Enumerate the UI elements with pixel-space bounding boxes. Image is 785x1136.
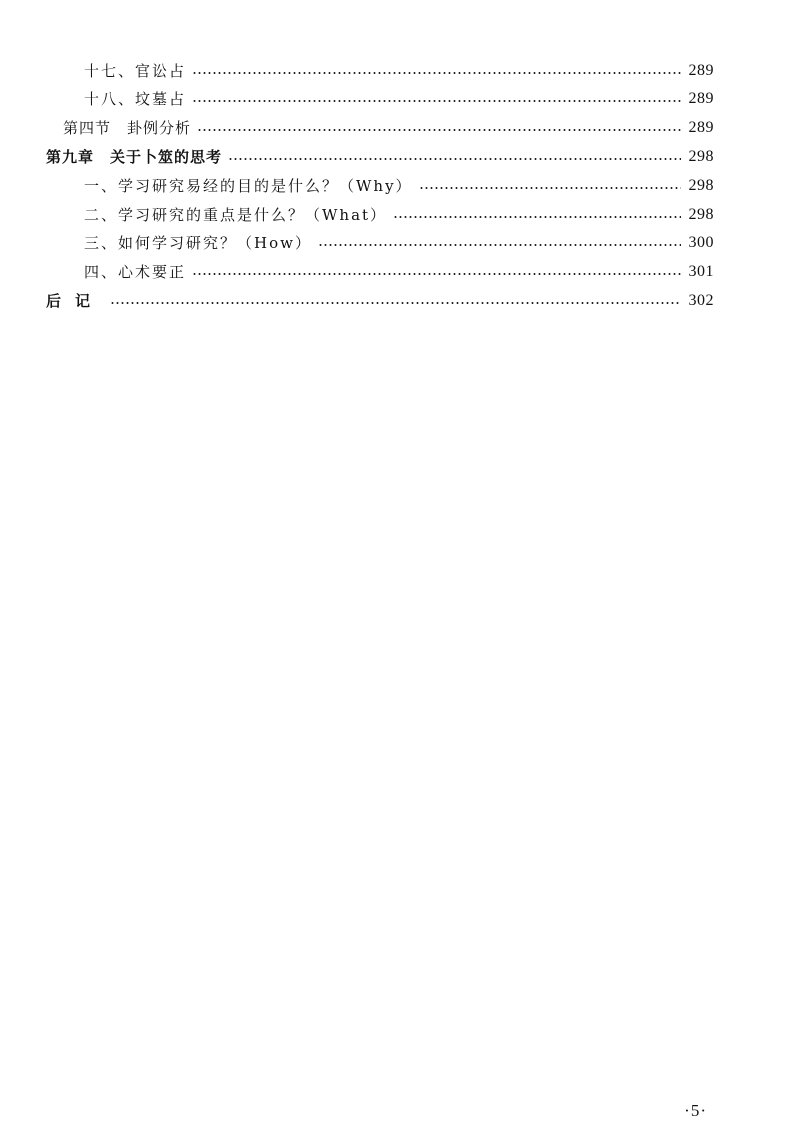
toc-entry-page: 301 — [688, 263, 714, 280]
toc-entry-label: 二、学习研究的重点是什么？（What） — [84, 206, 388, 224]
page-number: ·5· — [684, 1101, 707, 1120]
toc-entry-page: 300 — [688, 234, 714, 251]
toc-entry-page: 289 — [688, 62, 714, 79]
dot-leader — [419, 187, 681, 189]
toc-entry-page: 289 — [688, 90, 714, 107]
toc-entry-mindset — [84, 259, 714, 285]
toc-entry-section-17 — [84, 58, 714, 84]
toc-entry-page: 298 — [688, 206, 714, 223]
toc-entry-section-18 — [84, 86, 714, 112]
toc-entry-label: 第九章 关于卜筮的思考 — [46, 148, 223, 166]
toc-entry-label: 十七、官讼占 — [84, 62, 187, 80]
toc-entry-why — [84, 173, 714, 199]
dot-leader — [197, 129, 680, 131]
toc-entry-page: 298 — [688, 177, 714, 194]
toc-entry-what — [84, 202, 714, 228]
toc-entry-chapter-9 — [46, 144, 714, 170]
toc-entry-afterword — [46, 288, 714, 314]
dot-leader — [110, 302, 680, 304]
toc-entry-label: 第四节 卦例分析 — [63, 119, 192, 137]
dot-leader — [192, 72, 680, 74]
toc-entry-page: 289 — [688, 119, 714, 136]
toc-entry-label: 三、如何学习研究？（How） — [84, 234, 312, 252]
toc-entry-label: 一、学习研究易经的目的是什么？（Why） — [84, 177, 413, 195]
dot-leader — [192, 100, 680, 102]
toc-entry-how — [84, 230, 714, 256]
dot-leader — [318, 244, 681, 246]
toc-entry-page: 302 — [688, 292, 714, 309]
toc-entry-label: 十八、坟墓占 — [84, 90, 187, 108]
dot-leader — [393, 216, 680, 218]
toc-entry-label: 四、心术要正 — [84, 263, 187, 281]
dot-leader — [228, 158, 680, 160]
dot-leader — [192, 273, 680, 275]
toc-entry-section-4 — [63, 115, 714, 141]
toc-entry-page: 298 — [688, 148, 714, 165]
toc-entry-label: 后记 — [46, 292, 105, 310]
